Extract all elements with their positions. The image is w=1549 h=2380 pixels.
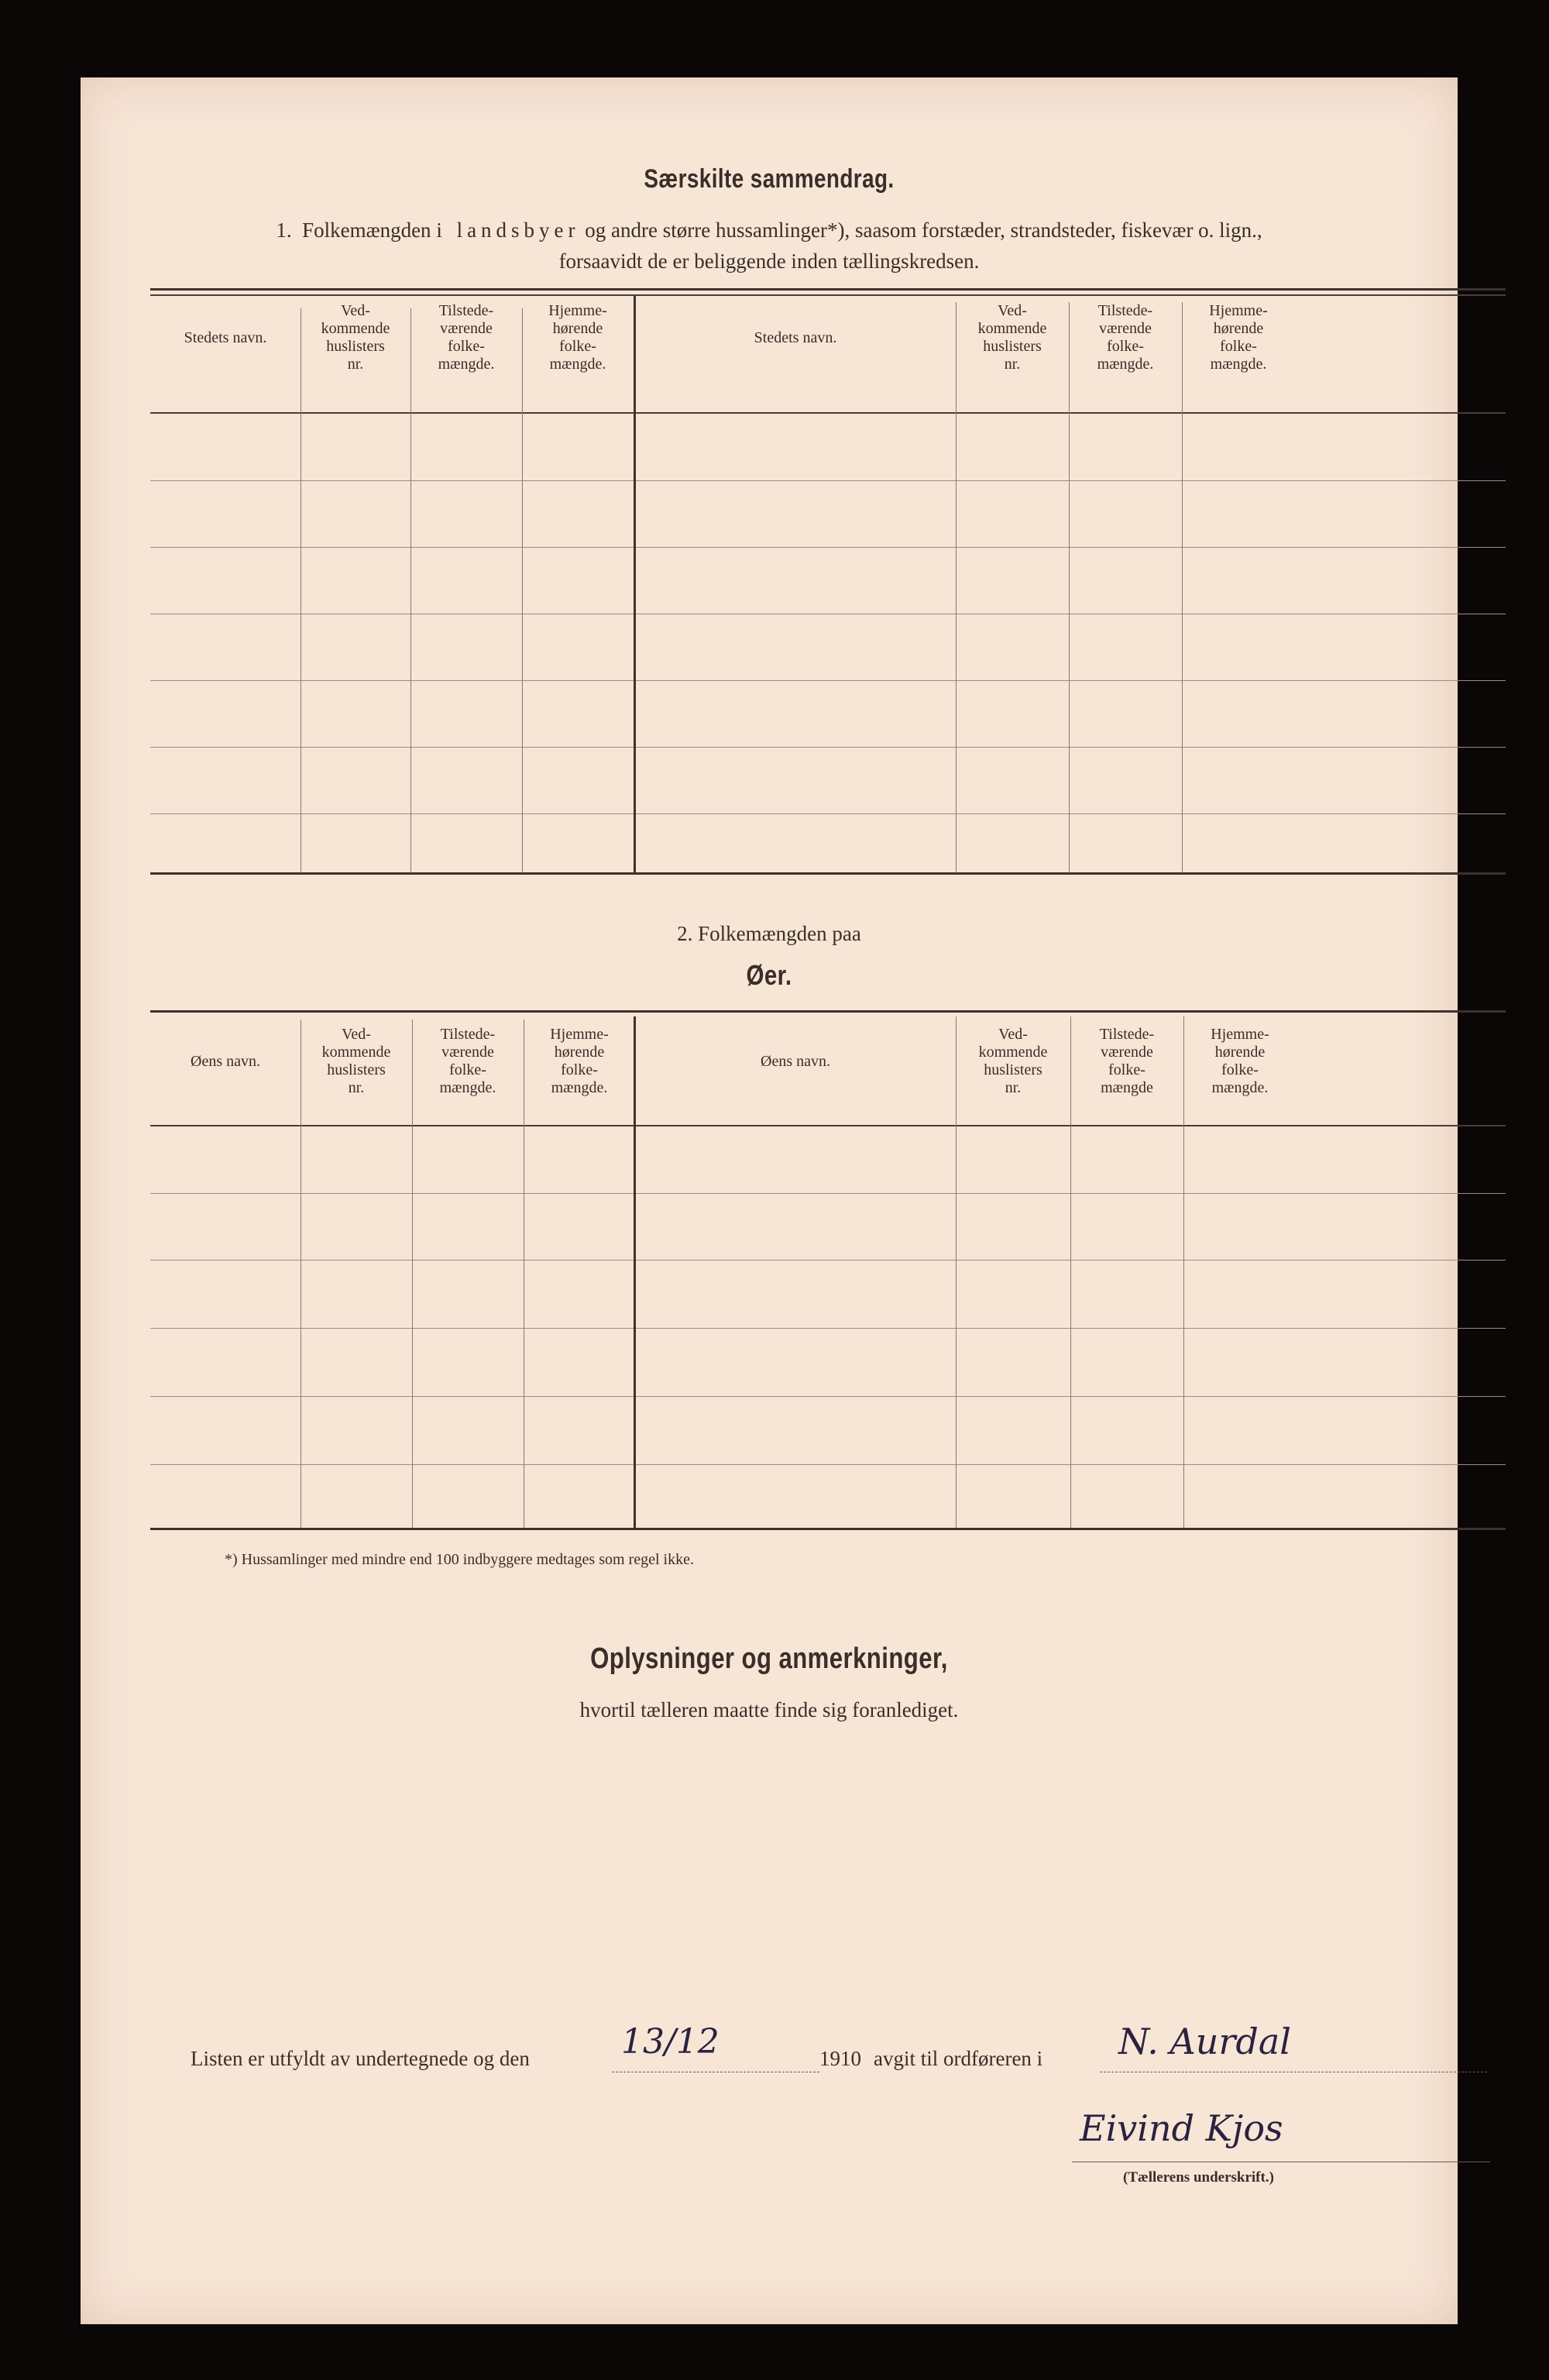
table1-row-rule	[150, 747, 1506, 748]
table1-col-stedets-navn: Stedets navn.	[184, 328, 267, 346]
section2-heading-line2: Øer.	[746, 959, 792, 991]
census-form-page	[81, 77, 1458, 2324]
table2-col-divider	[1183, 1016, 1184, 1528]
table1-col-divider	[410, 308, 411, 872]
table1-row-rule	[150, 480, 1506, 481]
table1-col-divider	[1069, 302, 1070, 872]
table2-col-hjemme-2: Hjemme- hørende folke- mængde.	[1211, 1026, 1269, 1096]
table1-row-rule	[150, 547, 1506, 548]
table2-top-rule	[150, 1010, 1506, 1013]
enumerator-signature: Eivind Kjos	[1080, 2107, 1283, 2149]
table1-col-divider	[522, 308, 523, 872]
signature-date: 13/12	[621, 2022, 720, 2062]
table2-col-tilstede-2: Tilstede- værende folke- mængde	[1099, 1026, 1155, 1096]
table1-col-tilstede-2: Tilstede- værende folke- mængde.	[1097, 302, 1154, 373]
section1-intro-line2: forsaavidt de er beliggende inden tællingskredsen.	[558, 249, 980, 273]
table2-col-oens-navn: Øens navn.	[191, 1052, 260, 1070]
table1-bottom-rule	[150, 872, 1506, 875]
section1-text-before: Folkemængden	[302, 218, 431, 242]
table2-col-huslister-2: Ved- kommende huslisters nr.	[978, 1026, 1048, 1096]
table1-col-divider	[956, 302, 957, 872]
table2-col-tilstede: Tilstede- værende folke- mængde.	[439, 1026, 496, 1096]
table2-header-rule	[150, 1125, 1506, 1126]
signature-place: N. Aurdal	[1118, 2021, 1291, 2062]
table1-top-rule	[150, 288, 1506, 291]
section1-number: 1.	[276, 218, 292, 242]
table2-col-divider	[956, 1016, 957, 1528]
table1-col-hjemme: Hjemme- hørende folke- mængde.	[548, 302, 607, 373]
table2-row-rule	[150, 1328, 1506, 1329]
signature-text-2: avgit til ordføreren i	[874, 2047, 1043, 2070]
table1-col-hjemme-2: Hjemme- hørende folke- mængde.	[1209, 302, 1268, 373]
table1-col-huslister-2: Ved- kommende huslisters nr.	[977, 302, 1047, 373]
table2-col-divider	[412, 1020, 413, 1528]
section1-text-after: og andre større hussamlinger*), saasom forstæder, strandsteder, fiskevær o. lign.,	[585, 218, 1262, 242]
table2-bottom-rule	[150, 1528, 1506, 1530]
remarks-subtitle: hvortil tælleren maatte finde sig foranlediget.	[579, 1698, 959, 1721]
table1-row-rule	[150, 680, 1506, 681]
footnote: *) Hussamlinger med mindre end 100 indbyggere medtages som regel ikke.	[225, 1551, 694, 1568]
table2-col-huslister: Ved- kommende huslisters nr.	[321, 1026, 391, 1096]
signature-caption: (Tællerens underskrift.)	[1123, 2169, 1274, 2186]
table1-col-stedets-navn-2: Stedets navn.	[754, 328, 837, 346]
table1-row-rule	[150, 813, 1506, 814]
table2-col-hjemme: Hjemme- hørende folke- mængde.	[550, 1026, 609, 1096]
remarks-title: Oplysninger og anmerkninger,	[590, 1642, 948, 1675]
table2-col-divider	[1070, 1016, 1071, 1528]
table1-center-divider	[634, 296, 636, 872]
signature-year: 1910	[819, 2047, 861, 2070]
table1-header-rule	[150, 412, 1506, 414]
table2-center-divider	[634, 1016, 636, 1528]
table2-row-rule	[150, 1260, 1506, 1261]
table2-col-oens-navn-2: Øens navn.	[761, 1052, 830, 1070]
table2-row-rule	[150, 1396, 1506, 1397]
table1-col-huslister: Ved- kommende huslisters nr.	[321, 302, 390, 373]
section1-intro-line1	[81, 218, 1458, 242]
table2-row-rule	[150, 1193, 1506, 1194]
table1-col-tilstede: Tilstede- værende folke- mængde.	[438, 302, 495, 373]
section1-text-spaced: i landsbyer	[436, 218, 580, 242]
section2-heading-line1: 2. Folkemængden paa	[677, 922, 861, 945]
table2-row-rule	[150, 1464, 1506, 1465]
table1-col-divider	[1182, 302, 1183, 872]
page-title: Særskilte sammendrag.	[644, 164, 895, 194]
signature-text-1: Listen er utfyldt av undertegnede og den	[191, 2047, 530, 2070]
